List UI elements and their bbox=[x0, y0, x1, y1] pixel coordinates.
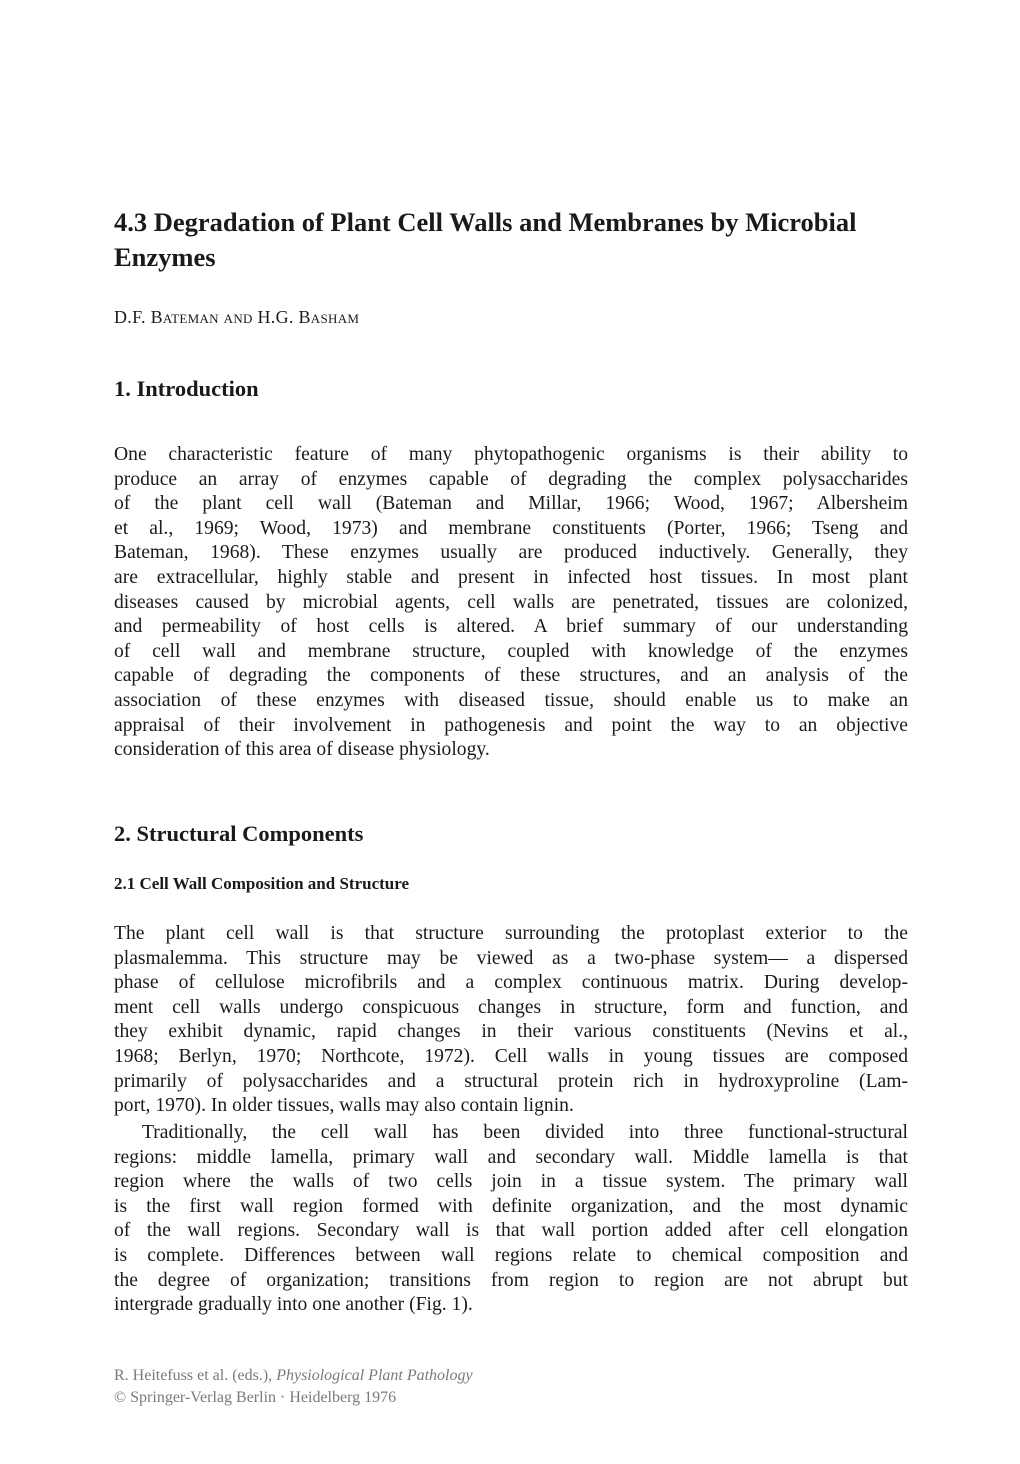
text-line: primarily of polysaccharides and a structural protein rich in hydroxyproline (Lam- bbox=[114, 1070, 908, 1092]
text-line: port, 1970). In older tissues, walls may also contain lignin. bbox=[114, 1095, 574, 1117]
text-line: Bateman, 1968). These enzymes usually are produced inductively. Generally, they bbox=[114, 542, 908, 564]
text-line: regions: middle lamella, primary wall and secondary wall. Middle lamella is that bbox=[114, 1146, 908, 1168]
text-line: of the plant cell wall (Bateman and Millar, 1966; Wood, 1967; Albersheim bbox=[114, 493, 908, 515]
cell-wall-paragraph-2 bbox=[114, 1121, 908, 1318]
text-line: are extracellular, highly stable and present in infected host tissues. In most plant bbox=[114, 566, 908, 588]
text-line: of cell wall and membrane structure, coupled with knowledge of the enzymes bbox=[114, 640, 908, 662]
text-line: diseases caused by microbial agents, cell walls are penetrated, tissues are colonized, bbox=[114, 591, 908, 613]
text-line: appraisal of their involvement in pathogenesis and point the way to an objective bbox=[114, 714, 908, 736]
text-line: the degree of organization; transitions from region to region are not abrupt but bbox=[114, 1269, 908, 1291]
page-footer bbox=[114, 1365, 473, 1409]
footer-copyright: © Springer-Verlag Berlin · Heidelberg 1976 bbox=[114, 1389, 397, 1406]
text-line: association of these enzymes with diseased tissue, should enable us to make an bbox=[114, 689, 908, 711]
text-line: Traditionally, the cell wall has been divided into three functional-structural bbox=[142, 1122, 908, 1143]
footer-book-title: Physiological Plant Pathology bbox=[276, 1367, 473, 1384]
section-heading-introduction: 1. Introduction bbox=[114, 376, 259, 401]
text-line: 1968; Berlyn, 1970; Northcote, 1972). Cell walls in young tissues are composed bbox=[114, 1045, 908, 1067]
authors-line bbox=[114, 307, 359, 328]
section-heading-structural-components: 2. Structural Components bbox=[114, 821, 364, 846]
chapter-title: 4.3 Degradation of Plant Cell Walls and Membranes by Microbial Enzymes bbox=[114, 207, 857, 272]
text-line: is complete. Differences between wall regions relate to chemical composition and bbox=[114, 1244, 908, 1266]
text-line: plasmalemma. This structure may be viewed as a two-phase system— a dispersed bbox=[114, 947, 908, 969]
subsection-heading-cell-wall: 2.1 Cell Wall Composition and Structure bbox=[114, 874, 410, 893]
footer-citation bbox=[114, 1365, 473, 1387]
text-line: intergrade gradually into one another (Fig. 1). bbox=[114, 1294, 473, 1316]
footer-editors: R. Heitefuss et al. (eds.), bbox=[114, 1367, 277, 1384]
text-line: of the wall regions. Secondary wall is that wall portion added after cell elongation bbox=[114, 1220, 908, 1242]
text-line: produce an array of enzymes capable of degrading the complex polysaccharides bbox=[114, 468, 908, 490]
text-line: The plant cell wall is that structure surrounding the protoplast exterior to the bbox=[114, 923, 908, 944]
text-line: One characteristic feature of many phytopathogenic organisms is their ability to bbox=[114, 444, 908, 465]
text-line: capable of degrading the components of these structures, and an analysis of the bbox=[114, 665, 908, 687]
intro-paragraph bbox=[114, 443, 908, 763]
authors: D.F. Bateman and H.G. Basham bbox=[114, 307, 360, 327]
text-line: et al., 1969; Wood, 1973) and membrane constituents (Porter, 1966; Tseng and bbox=[114, 517, 908, 539]
text-line: is the first wall region formed with definite organization, and the most dynamic bbox=[114, 1195, 908, 1217]
text-line: they exhibit dynamic, rapid changes in their various constituents (Nevins et al., bbox=[114, 1021, 908, 1043]
text-line: region where the walls of two cells join in a tissue system. The primary wall bbox=[114, 1171, 908, 1193]
cell-wall-paragraph-1 bbox=[114, 922, 908, 1119]
text-line: ment cell walls undergo conspicuous changes in structure, form and function, and bbox=[114, 996, 908, 1018]
text-line: consideration of this area of disease physiology. bbox=[114, 739, 490, 761]
text-line: phase of cellulose microfibrils and a complex continuous matrix. During develop- bbox=[114, 972, 908, 994]
text-line: and permeability of host cells is altered. A brief summary of our understanding bbox=[114, 616, 908, 638]
